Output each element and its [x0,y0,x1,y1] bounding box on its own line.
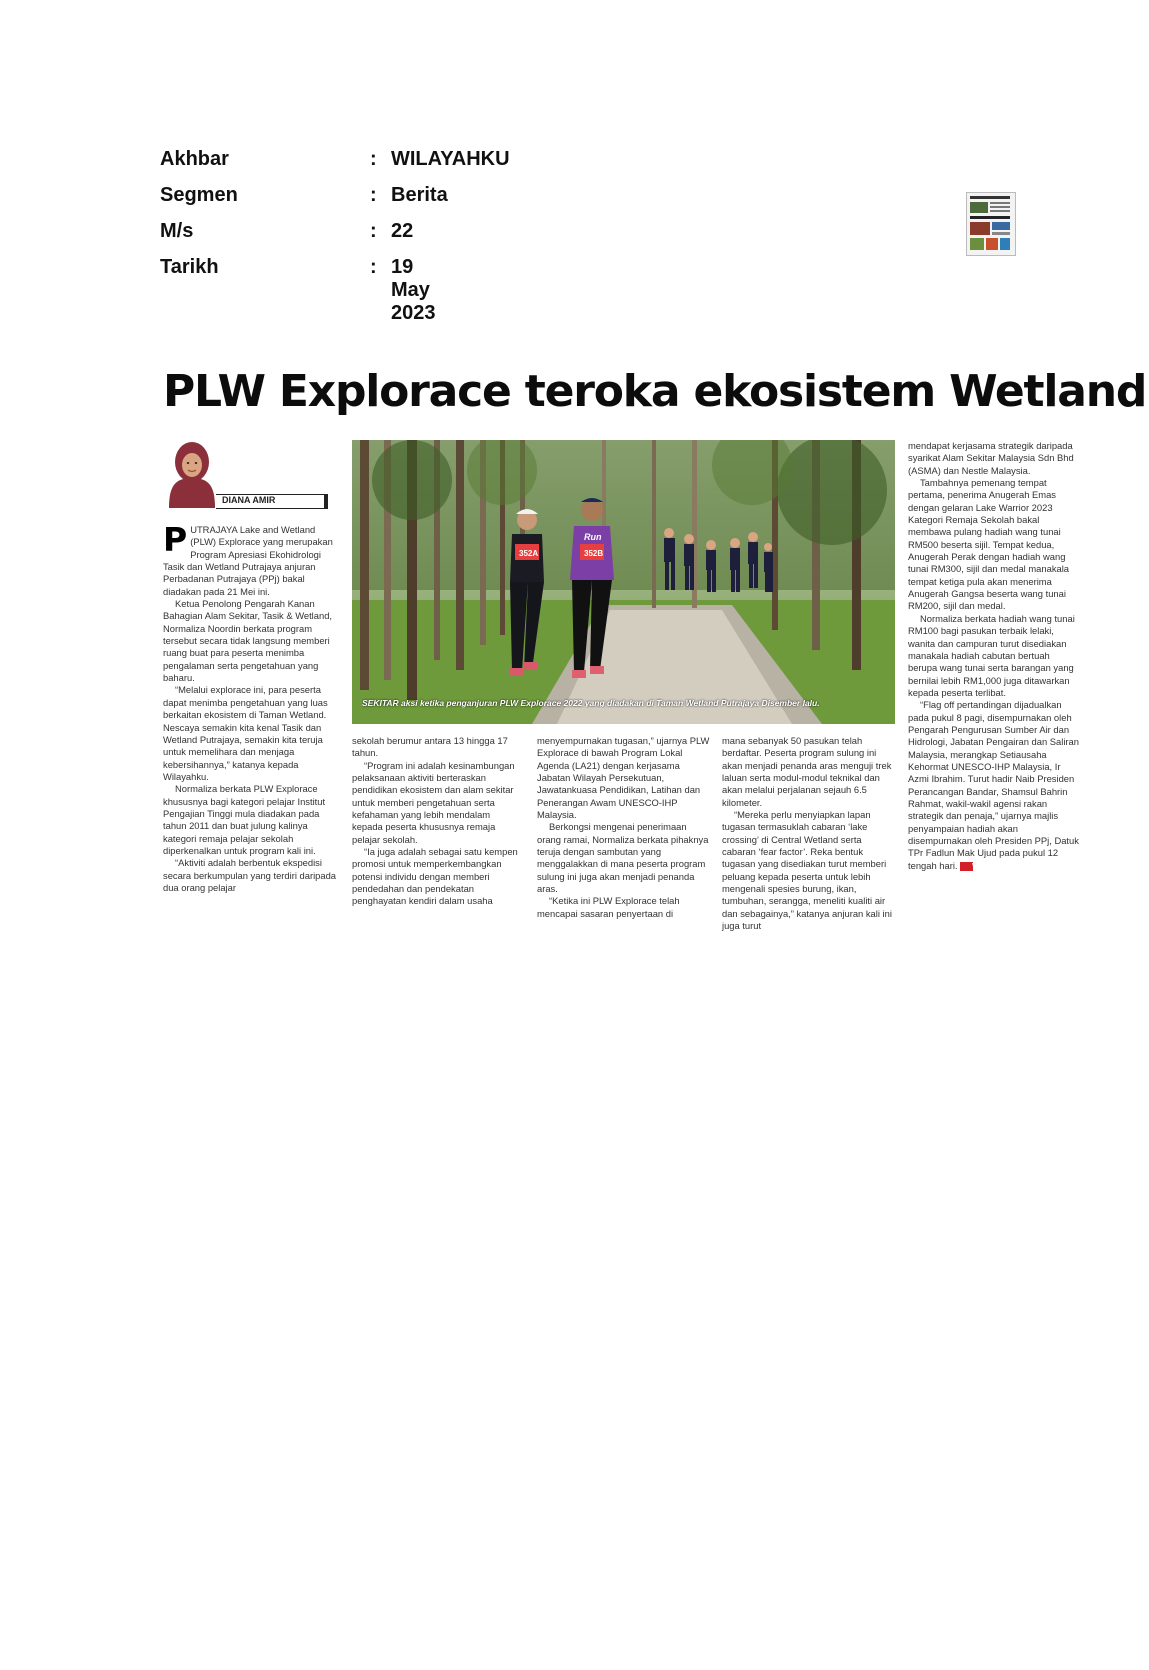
author-name: DIANA AMIR [222,495,276,505]
article-headline: PLW Explorace teroka ekosistem Wetland [163,366,1147,417]
article-column-3 [537,735,711,920]
article-column-2 [352,735,522,908]
meta-value-date: 19 May 2023 [391,256,436,324]
meta-value-page: 22 [391,220,414,242]
article-paragraph: “Flag off pertandingan dijadualkan pada pukul 8 pagi, disempurnakan oleh Pengarah Pengurusan Sumber Air dan Hidrologi, Jabatan Pengairan dan Saliran Malaysia, merangkap Setiausaha Kehormat UNESCO-IHP Malaysia, Ir Azmi Ibrahim. Turut hadir Naib Presiden Perancangan Bandar, Shamsul Bahrin Rahmat, wakil-wakil agensi rakan strategik dan penaja,” ujarnya majlis penyampaian hadiah akan disempurnakan oleh Presiden PPj, Datuk TPr Fadlun Mak Ujud pada pukul 12 tengah hari. W [908,699,1079,871]
article-paragraph: “Ketika ini PLW Explorace telah mencapai sasaran penyertaan di [537,895,680,919]
article-paragraph: menyempurnakan tugasan,” ujarnya PLW Explorace di bawah Program Lokal Agenda (LA21) dengan kerjasama Jabatan Wilayah Persekutuan, Jawatankuasa Pendidikan, Latihan dan Penerangan Awam UNESCO-IHP Malaysia. [537,735,710,821]
article-paragraph: mana sebanyak 50 pasukan telah berdaftar. Peserta program sulung ini akan menjadi penanda aras menguji trek laluan serta modul-modul teknikal dan akan melalui perjalanan sejauh 6.5 kilometer. [722,735,892,808]
article-paragraph: Berkongsi mengenai penerimaan orang ramai, Normaliza berkata pihaknya teruja dengan sambutan yang menggalakkan di mana peserta program sulung ini juga akan menjadi penanda aras. [537,821,709,895]
article-column-1 [163,520,338,894]
meta-label: Segmen [160,184,238,206]
article-paragraph: mendapat kerjasama strategik daripada syarikat Alam Sekitar Malaysia Sdn Bhd (ASMA) dan Nestle Malaysia. [908,440,1074,476]
meta-colon: : [370,184,377,206]
article-paragraph: “Ia juga adalah sebagai satu kempen promosi untuk memperkembangkan potensi individu dengan memberi pendedahan dan pendekatan penghayatan kendiri dalam usaha [352,846,518,907]
article-paragraph: “Melalui explorace ini, para peserta dapat menimba pengetahuan yang luas berkaitan ekosistem di Taman Wetland. Nescaya semakin kita kenal Tasik dan Wetland Putrajaya, semakin kita teruja untuk memelihara dan menjaga kebersihannya,” katanya kepada Wilayahku. [163,684,328,782]
article-paragraph: Normaliza berkata hadiah wang tunai RM100 bagi pasukan terbaik lelaki, wanita dan campuran turut disediakan manakala hadiah cabutan bertuah berupa wang tunai serta barangan yang bernilai lebih RM1,000 juga ditawarkan kepada peserta terlibat. [908,612,1075,698]
photo-caption: SEKITAR aksi ketika penganjuran PLW Explorace 2022 yang diadakan di Taman Wetland Putrajaya Disember lalu. [362,698,820,708]
article-paragraph: Tambahnya pemenang tempat pertama, penerima Anugerah Emas dengan gelaran Lake Warrior 2023 Kategori Remaja Sekolah bakal membawa pulang hadiah wang tunai RM500 beserta sijil. Tempat kedua, Anugerah Perak dengan hadiah wang tunai RM300, sijil dan medal manakala tempat ketiga pula akan menerima Anugerah Gangsa beserta wang tunai RM200, sijil dan medal. [908,477,1070,612]
article-paragraph: “Program ini adalah kesinambungan pelaksanaan aktiviti berteraskan pendidikan ekosistem dan alam sekitar untuk memberi pengetahuan serta kefahaman yang lebih mendalam kepada peserta khususnya remaja pelajar sekolah. [352,759,515,845]
meta-label: M/s [160,220,194,242]
article-paragraph: Normaliza berkata PLW Explorace khususnya bagi kategori pelajar Institut Pengajian Tinggi mula diadakan pada tahun 2011 dan buat julung kalinya kategori remaja pelajar sekolah diperkenalkan untuk program kali ini. [163,783,326,856]
article-column-4 [722,735,896,933]
article-column-5 [908,440,1080,872]
page-thumbnail [966,192,1016,256]
article-paragraph: PUTRAJAYA Lake and Wetland (PLW) Explorace yang merupakan Program Apresiasi Ekohidrologi Tasik dan Wetland Putrajaya anjuran Perbadanan Putrajaya (PPj) bakal diadakan pada 21 Mei ini. [163,520,333,597]
meta-value-newspaper: WILAYAHKU [391,148,510,170]
article-paragraph: “Mereka perlu menyiapkan lapan tugasan termasuklah cabaran ‘lake crossing’ di Central Wetland serta cabaran ‘fear factor’. Reka bentuk tugasan yang disediakan turut memberi peluang kepada peserta untuk lebih mengenali spesies burung, ikan, tumbuhan, serangga, meneliti kualiti air dan sebagainya,” katanya anjuran kali ini juga turut [722,809,892,932]
meta-label: Tarikh [160,256,219,278]
meta-value-segment: Berita [391,184,448,206]
meta-label: Akhbar [160,148,229,170]
article-paragraph: sekolah berumur antara 13 hingga 17 tahun. [352,735,508,759]
article-paragraph: “Aktiviti adalah berbentuk ekspedisi secara berkumpulan yang terdiri daripada dua orang pelajar [163,857,337,893]
shirt-text: Run [584,532,602,542]
bib-number: 352B [584,549,604,558]
runners-illustration [352,440,895,724]
drop-cap: P [163,520,188,559]
author-avatar [165,440,219,508]
article-paragraph: Ketua Penolong Pengarah Kanan Bahagian Alam Sekitar, Tasik & Wetland, Normaliza Noordin berkata program tersebut secara tidak langsung memberi ruang buat para peserta menimba pengalaman serta pengetahuan yang baharu. [163,598,333,684]
meta-colon: : [370,256,377,278]
meta-colon: : [370,220,377,242]
meta-colon: : [370,148,377,170]
bib-number: 352A [519,549,539,558]
end-mark-icon: W [960,862,973,871]
article-photo [352,440,895,724]
